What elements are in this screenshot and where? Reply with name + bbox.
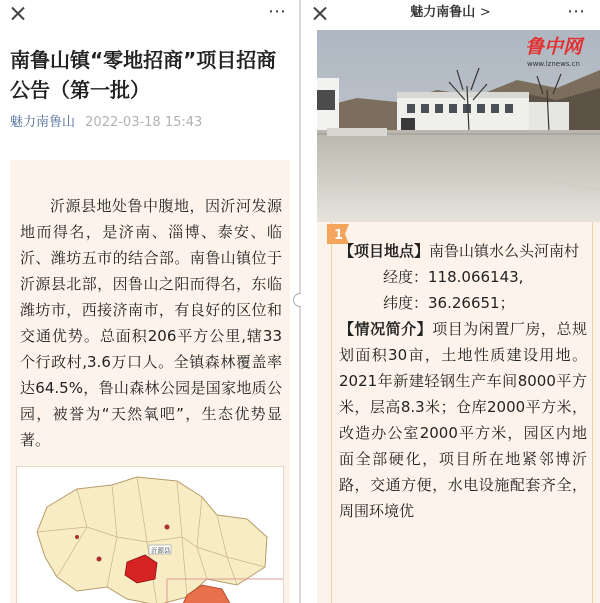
more-icon[interactable]: ⋯	[567, 1, 586, 22]
intro-paragraph: 沂源县地处鲁中腹地，因沂河发源地而得名，是济南、淄博、泰安、临沂、潍坊五市的结合部。南鲁山镇位于沂源县北部，因鲁山之阳而得名，东临潍坊市，西接济南市，有良好的区位和交通优势。总面积206平方公里,辖33个行政村,3.6万口人。全镇森林覆盖率达64.5%，鲁山森林公园是国家地质公园，被誉为“天然氧吧”，生态优势显著。	[20, 197, 282, 449]
account-title-link[interactable]	[301, 1, 600, 22]
article-title: 南鲁山镇“零地招商”项目招商公告（第一批）	[10, 48, 277, 102]
project-info-text	[339, 238, 587, 524]
project-info-panel	[317, 222, 600, 603]
map-label: 沂源县	[151, 546, 171, 555]
item-number: 1	[334, 228, 344, 243]
chevron-right-icon: >	[479, 5, 491, 20]
location-value: 南鲁山镇水么头河南村	[429, 242, 580, 260]
article-meta	[10, 114, 202, 132]
more-icon[interactable]: ⋯	[268, 1, 287, 22]
factory-photo[interactable]	[317, 30, 600, 222]
location-label: 【项目地点】	[339, 242, 430, 260]
close-icon[interactable]	[7, 3, 29, 25]
watermark-logo-text: 鲁中网	[524, 36, 582, 58]
region-map-image[interactable]	[16, 466, 284, 603]
left-top-bar	[0, 0, 300, 30]
watermark-url: www.lznews.cn	[526, 60, 580, 68]
latitude-value: 纬度：36.26651；	[383, 294, 515, 312]
account-name-link[interactable]: 魅力南鲁山	[10, 115, 76, 130]
summary-text: 项目为闲置厂房，总规划面积30亩，土地性质建设用地。2021年新建轻钢生产车间8000平方米，层高8.3米；仓库2000平方米，改造办公室2000平方米，园区内地面全部硬化，项目所在地紧邻博沂路，交通方便，水电设施配套齐全，周围环境优	[339, 320, 587, 520]
intro-text-panel	[10, 160, 290, 460]
summary-label: 【情况简介】	[339, 320, 433, 338]
account-title: 魅力南鲁山	[410, 5, 476, 20]
longitude-value: 经度：118.066143,	[383, 268, 524, 286]
map-graphic	[17, 467, 284, 603]
map-frame	[10, 460, 290, 603]
watermark-logo	[500, 32, 592, 68]
right-article-pane[interactable]	[301, 0, 600, 603]
right-top-bar	[301, 0, 600, 30]
publish-time: 2022-03-18 15:43	[85, 115, 203, 130]
